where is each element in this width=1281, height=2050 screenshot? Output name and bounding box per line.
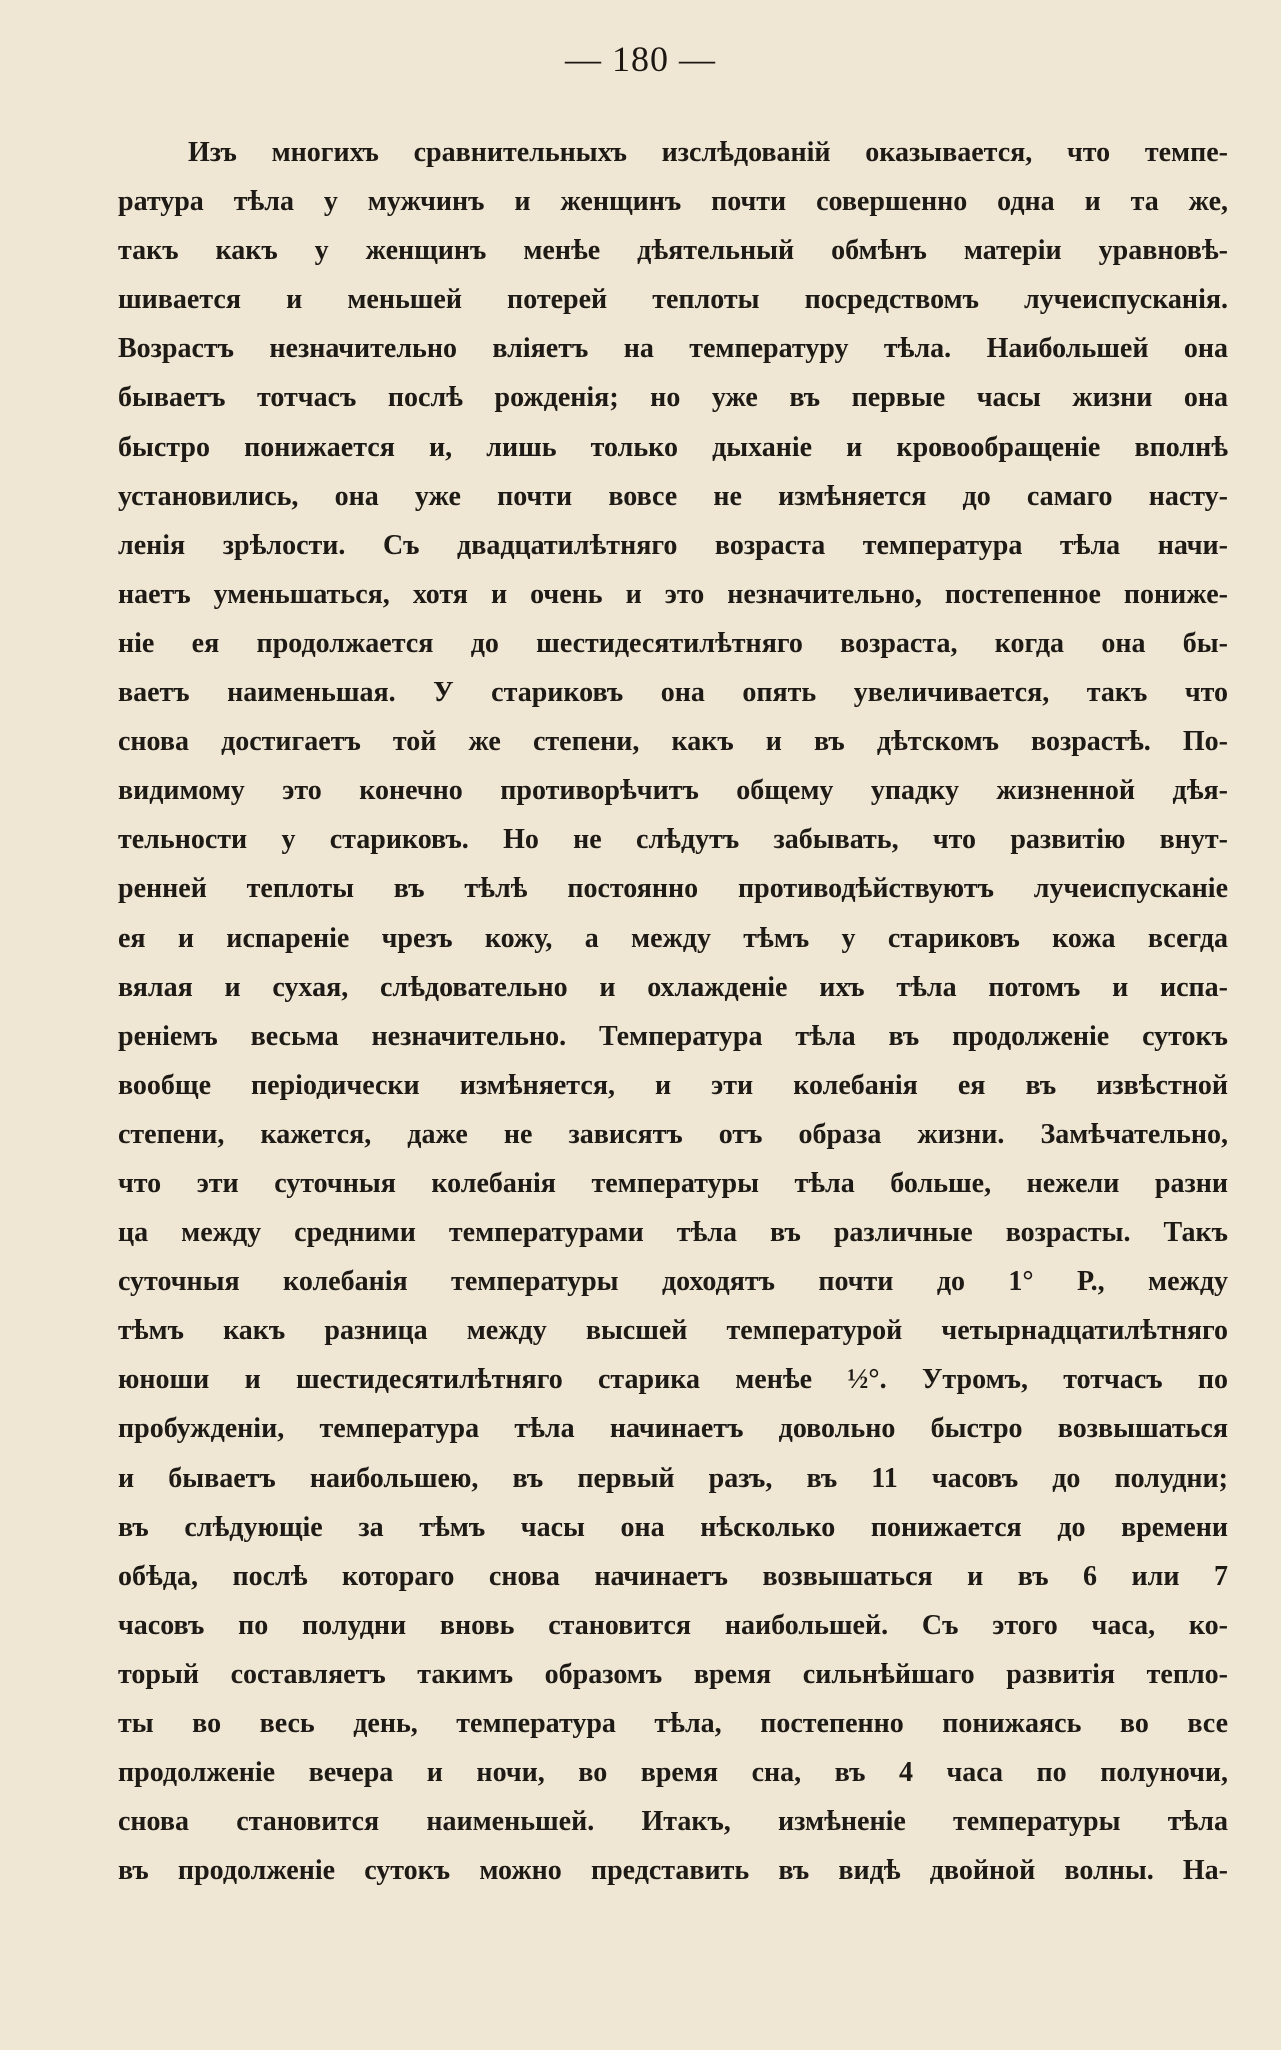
text-line: Возрастъ незначительно вліяетъ на температуру тѣла. Наибольшей она	[118, 333, 1228, 365]
text-line: въ слѣдующіе за тѣмъ часы она нѣсколько понижается до времени	[118, 1511, 1228, 1543]
text-line: что эти суточныя колебанія температуры тѣла больше, нежели разни	[118, 1167, 1228, 1199]
text-line: обѣда, послѣ котораго снова начинаетъ возвышаться и въ 6 или 7	[118, 1560, 1228, 1592]
text-line: видимому это конечно противорѣчитъ общему упадку жизненной дѣя-	[118, 775, 1228, 807]
text-line: ца между средними температурами тѣла въ различные возрасты. Такъ	[118, 1217, 1228, 1249]
text-line: ленія зрѣлости. Съ двадцатилѣтняго возраста температура тѣла начи-	[118, 529, 1228, 561]
text-line: реніемъ весьма незначительно. Температура тѣла въ продолженіе сутокъ	[118, 1020, 1228, 1052]
text-line: вялая и сухая, слѣдовательно и охлажденіе ихъ тѣла потомъ и испа-	[118, 971, 1228, 1003]
text-line: наетъ уменьшаться, хотя и очень и это незначительно, постепенное пониже-	[118, 578, 1228, 610]
text-line: тельности у стариковъ. Но не слѣдутъ забывать, что развитію внут-	[118, 824, 1228, 856]
text-line: степени, кажется, даже не зависятъ отъ образа жизни. Замѣчательно,	[118, 1118, 1228, 1150]
text-line: часовъ по полудни вновь становится наибольшей. Съ этого часа, ко-	[118, 1609, 1228, 1641]
text-line: снова становится наименьшей. Итакъ, измѣненіе температуры тѣла	[118, 1806, 1228, 1838]
text-line: установились, она уже почти вовсе не измѣняется до самаго насту-	[118, 480, 1228, 512]
text-line: ея и испареніе чрезъ кожу, а между тѣмъ у стариковъ кожа всегда	[118, 922, 1228, 954]
text-line: юноши и шестидесятилѣтняго старика менѣе ½°. Утромъ, тотчасъ по	[118, 1364, 1228, 1396]
text-line: снова достигаетъ той же степени, какъ и въ дѣтскомъ возрастѣ. По-	[118, 726, 1228, 758]
text-line: быстро понижается и, лишь только дыханіе и кровообращеніе вполнѣ	[118, 431, 1228, 463]
text-line: тѣмъ какъ разница между высшей температурой четырнадцатилѣтняго	[118, 1315, 1228, 1347]
text-line: и бываетъ наибольшею, въ первый разъ, въ 11 часовъ до полудни;	[118, 1462, 1228, 1494]
text-line: вообще періодически измѣняется, и эти колебанія ея въ извѣстной	[118, 1069, 1228, 1101]
text-line: шивается и меньшей потерей теплоты посредствомъ лучеиспусканія.	[118, 284, 1228, 316]
text-line: пробужденіи, температура тѣла начинаетъ довольно быстро возвышаться	[118, 1413, 1228, 1445]
page-number: — 180 —	[565, 39, 716, 79]
text-line: ніе ея продолжается до шестидесятилѣтняго возраста, когда она бы-	[118, 627, 1228, 659]
text-line: въ продолженіе сутокъ можно представить въ видѣ двойной волны. На-	[118, 1855, 1228, 1887]
paragraph	[118, 128, 1228, 1895]
text-line: ты во весь день, температура тѣла, постепенно понижаясь во все	[118, 1708, 1228, 1739]
text-line: ратура тѣла у мужчинъ и женщинъ почти совершенно одна и та же,	[118, 186, 1228, 218]
text-line: суточныя колебанія температуры доходятъ почти до 1° Р., между	[118, 1266, 1228, 1298]
text-line: ваетъ наименьшая. У стариковъ она опять увеличивается, такъ что	[118, 677, 1228, 709]
text-line: торый составляетъ такимъ образомъ время сильнѣйшаго развитія тепло-	[118, 1658, 1228, 1690]
text-line: продолженіе вечера и ночи, во время сна, въ 4 часа по полуночи,	[118, 1757, 1228, 1789]
text-line: ренней теплоты въ тѣлѣ постоянно противодѣйствуютъ лучеиспусканіе	[118, 873, 1228, 905]
text-line: такъ какъ у женщинъ менѣе дѣятельный обмѣнъ матеріи уравновѣ-	[118, 235, 1228, 267]
text-line: бываетъ тотчасъ послѣ рожденія; но уже въ первые часы жизни она	[118, 382, 1228, 414]
text-line: Изъ многихъ сравнительныхъ изслѣдованій оказывается, что темпе-	[188, 137, 1228, 168]
